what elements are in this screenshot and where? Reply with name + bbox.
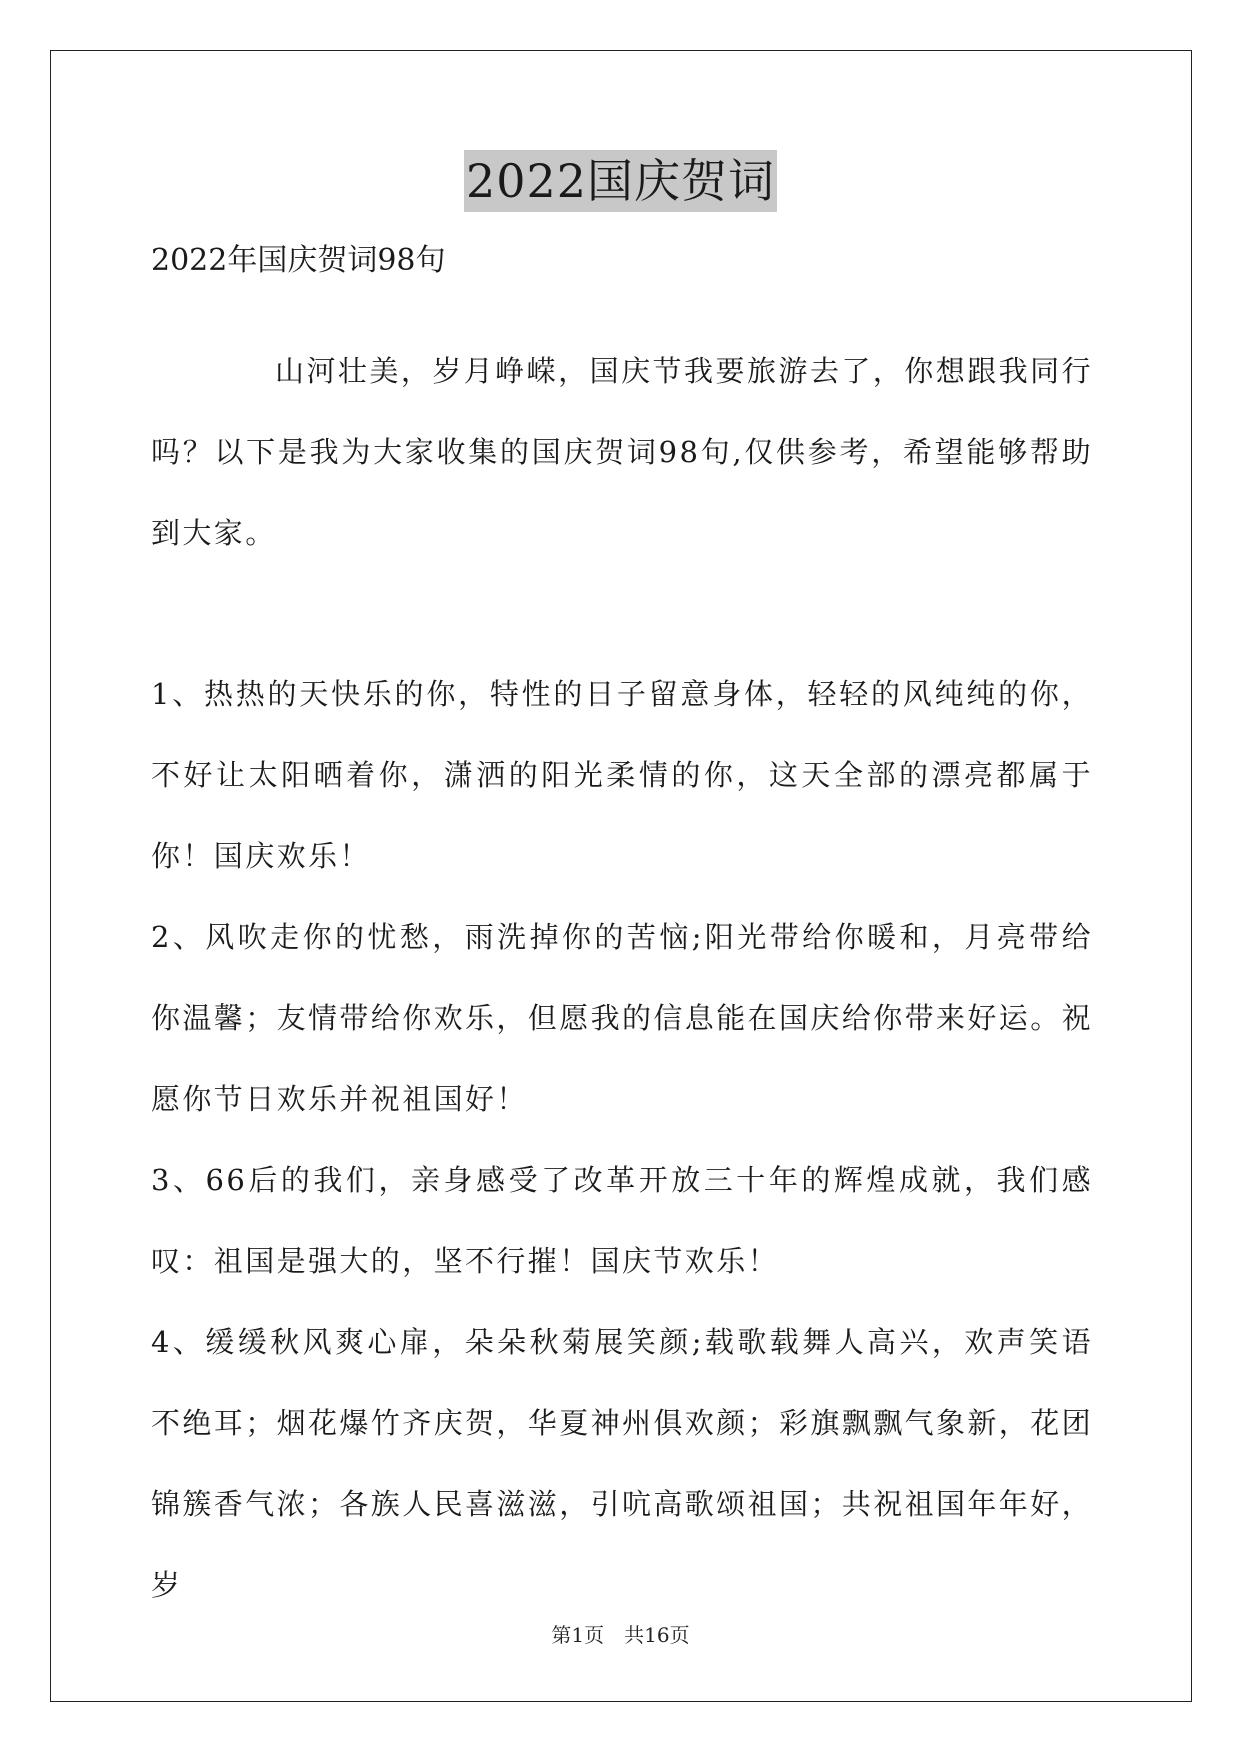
intro-paragraph: 山河壮美，岁月峥嵘，国庆节我要旅游去了，你想跟我同行吗？以下是我为大家收集的国庆贺词98句,仅供参考，希望能够帮助到大家。 bbox=[151, 354, 1093, 550]
greeting-list bbox=[151, 654, 1093, 1626]
greeting-item-2: 2、风吹走你的忧愁，雨洗掉你的苦恼;阳光带给你暖和，月亮带给你温馨；友情带给你欢乐，但愿我的信息能在国庆给你带来好运。祝愿你节日欢乐并祝祖国好！ bbox=[151, 920, 1094, 1116]
document-title: 2022国庆贺词 bbox=[464, 150, 777, 212]
greeting-item-4: 4、缓缓秋风爽心扉，朵朵秋菊展笑颜;载歌载舞人高兴，欢声笑语不绝耳；烟花爆竹齐庆贺，华夏神州俱欢颜；彩旗飘飘气象新，花团锦簇香气浓；各族人民喜滋滋，引吭高歌颂祖国；共祝祖国年年好，岁 bbox=[151, 1325, 1094, 1602]
page-footer: 第1页 共16页 bbox=[551, 1623, 690, 1647]
document-subtitle: 2022年国庆贺词98句 bbox=[151, 243, 446, 278]
greeting-item-3: 3、66后的我们，亲身感受了改革开放三十年的辉煌成就，我们感叹：祖国是强大的，坚不行摧！国庆节欢乐！ bbox=[151, 1163, 1093, 1278]
greeting-item-1: 1、热热的天快乐的你，特性的日子留意身体，轻轻的风纯纯的你，不好让太阳晒着你，潇洒的阳光柔情的你，这天全部的漂亮都属于你！国庆欢乐！ bbox=[151, 677, 1093, 873]
title-container bbox=[0, 150, 1241, 212]
